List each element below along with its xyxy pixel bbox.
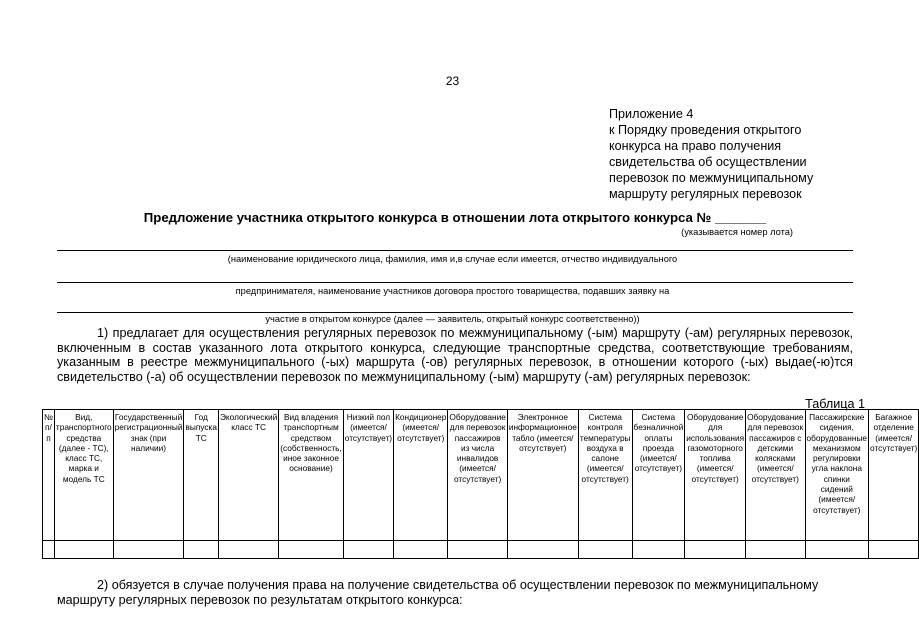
table-cell <box>869 541 919 559</box>
paragraph-1 <box>57 326 853 384</box>
table-cell <box>448 541 507 559</box>
table-cell <box>43 541 55 559</box>
applicant-note-line-3: участие в открытом конкурсе (далее — заявитель, открытый конкурс соответственно)) <box>265 314 640 324</box>
appendix-line: маршруту регулярных перевозок <box>609 187 802 201</box>
paragraph-1-text: 1) предлагает для осуществления регулярных перевозок по межмуниципальному (-ым) маршруту (-ам) регулярных перевозок, включенным в состав указанного лота открытого конкурса, следующие транспортные средства, соответствующие требованиям, указанным в реестре межмуниципального (-ых) маршрута (-ов) регулярных перевозок, в отношении которого (-ых) выдае(-ю)тся свидетельство (-а) об осуществлении перевозок по межмуниципальному (-ым) маршруту (-ам) регулярных перевозок: <box>57 326 853 384</box>
appendix-line: Приложение 4 <box>609 107 694 121</box>
vehicles-table <box>42 409 919 559</box>
applicant-note-line-1: (наименование юридического лица, фамилия, имя и,в случае если имеется, отчество индивидуального <box>227 254 678 264</box>
lot-number-note: (указывается номер лота) <box>681 227 793 237</box>
table-header-cell: Оборудование для использования газомоторного топлива (имеется/ отсутствует) <box>685 410 746 541</box>
table-cell <box>218 541 278 559</box>
fill-in-line <box>57 312 853 313</box>
table-header-cell: Вид владения транспортным средством (собственность, иное законное основание) <box>279 410 344 541</box>
appendix-line: свидетельства об осуществлении <box>609 155 807 169</box>
table-row <box>43 541 919 559</box>
document-title: Предложение участника открытого конкурса в отношении лота открытого конкурса № _______ <box>143 210 767 225</box>
table-caption: Таблица 1 <box>805 397 865 411</box>
table-header-cell: № п/п <box>43 410 55 541</box>
table-cell <box>184 541 218 559</box>
paragraph-2 <box>57 578 867 608</box>
page-number: 23 <box>445 74 460 88</box>
table-cell <box>632 541 685 559</box>
appendix-line: к Порядку проведения открытого <box>609 123 802 137</box>
table-header-cell: Низкий пол (имеется/ отсутствует) <box>343 410 393 541</box>
table-header-cell: Оборудование для перевозок пассажиров из числа инвалидов (имеется/ отсутствует) <box>448 410 507 541</box>
table-cell <box>685 541 746 559</box>
appendix-heading <box>609 106 899 202</box>
table-cell <box>394 541 448 559</box>
table-cell <box>507 541 578 559</box>
table-header-cell: Электронное информационное табло (имеется/ отсутствует) <box>507 410 578 541</box>
appendix-line: перевозок по межмуниципальному <box>609 171 814 185</box>
table-cell <box>54 541 113 559</box>
table-header-cell: Багажное отделение (имеется/ отсутствует) <box>869 410 919 541</box>
table-header-cell: Экологический класс ТС <box>218 410 278 541</box>
table-cell <box>113 541 184 559</box>
table-header-cell: Система безналичной оплаты проезда (имеется/ отсутствует) <box>632 410 685 541</box>
table-header-cell: Вид, транспортного средства (далее - ТС), класс ТС, марка и модель ТС <box>54 410 113 541</box>
table-header-cell: Система контроля температуры воздуха в салоне (имеется/ отсутствует) <box>578 410 632 541</box>
table-header-cell: Год выпуска ТС <box>184 410 218 541</box>
table-header-cell: Оборудование для перевозок пассажиров с детскими колясками (имеется/ отсутствует) <box>746 410 805 541</box>
table-cell <box>343 541 393 559</box>
appendix-line: конкурса на право получения <box>609 139 782 153</box>
fill-in-line <box>57 282 853 283</box>
table-cell <box>578 541 632 559</box>
table-header-cell: Кондиционер (имеется/ отсутствует) <box>394 410 448 541</box>
table-cell <box>279 541 344 559</box>
table-header-cell: Государственный регистрационный знак (при наличии) <box>113 410 184 541</box>
table-header-row <box>43 410 919 541</box>
paragraph-2-text: 2) обязуется в случае получения права на получение свидетельства об осуществлении перевозок по межмуниципальному маршруту регулярных перевозок по результатам открытого конкурса: <box>57 578 819 607</box>
table-header-cell: Пассажирские сидения, оборудованные механизмом регулировки угла наклона спинки сидений (имеется/ отсутствует) <box>805 410 869 541</box>
table-cell <box>805 541 869 559</box>
fill-in-line <box>57 250 853 251</box>
table-cell <box>746 541 805 559</box>
applicant-note-line-2: предпринимателя, наименование участников договора простого товарищества, подавших заявку на <box>235 286 670 296</box>
